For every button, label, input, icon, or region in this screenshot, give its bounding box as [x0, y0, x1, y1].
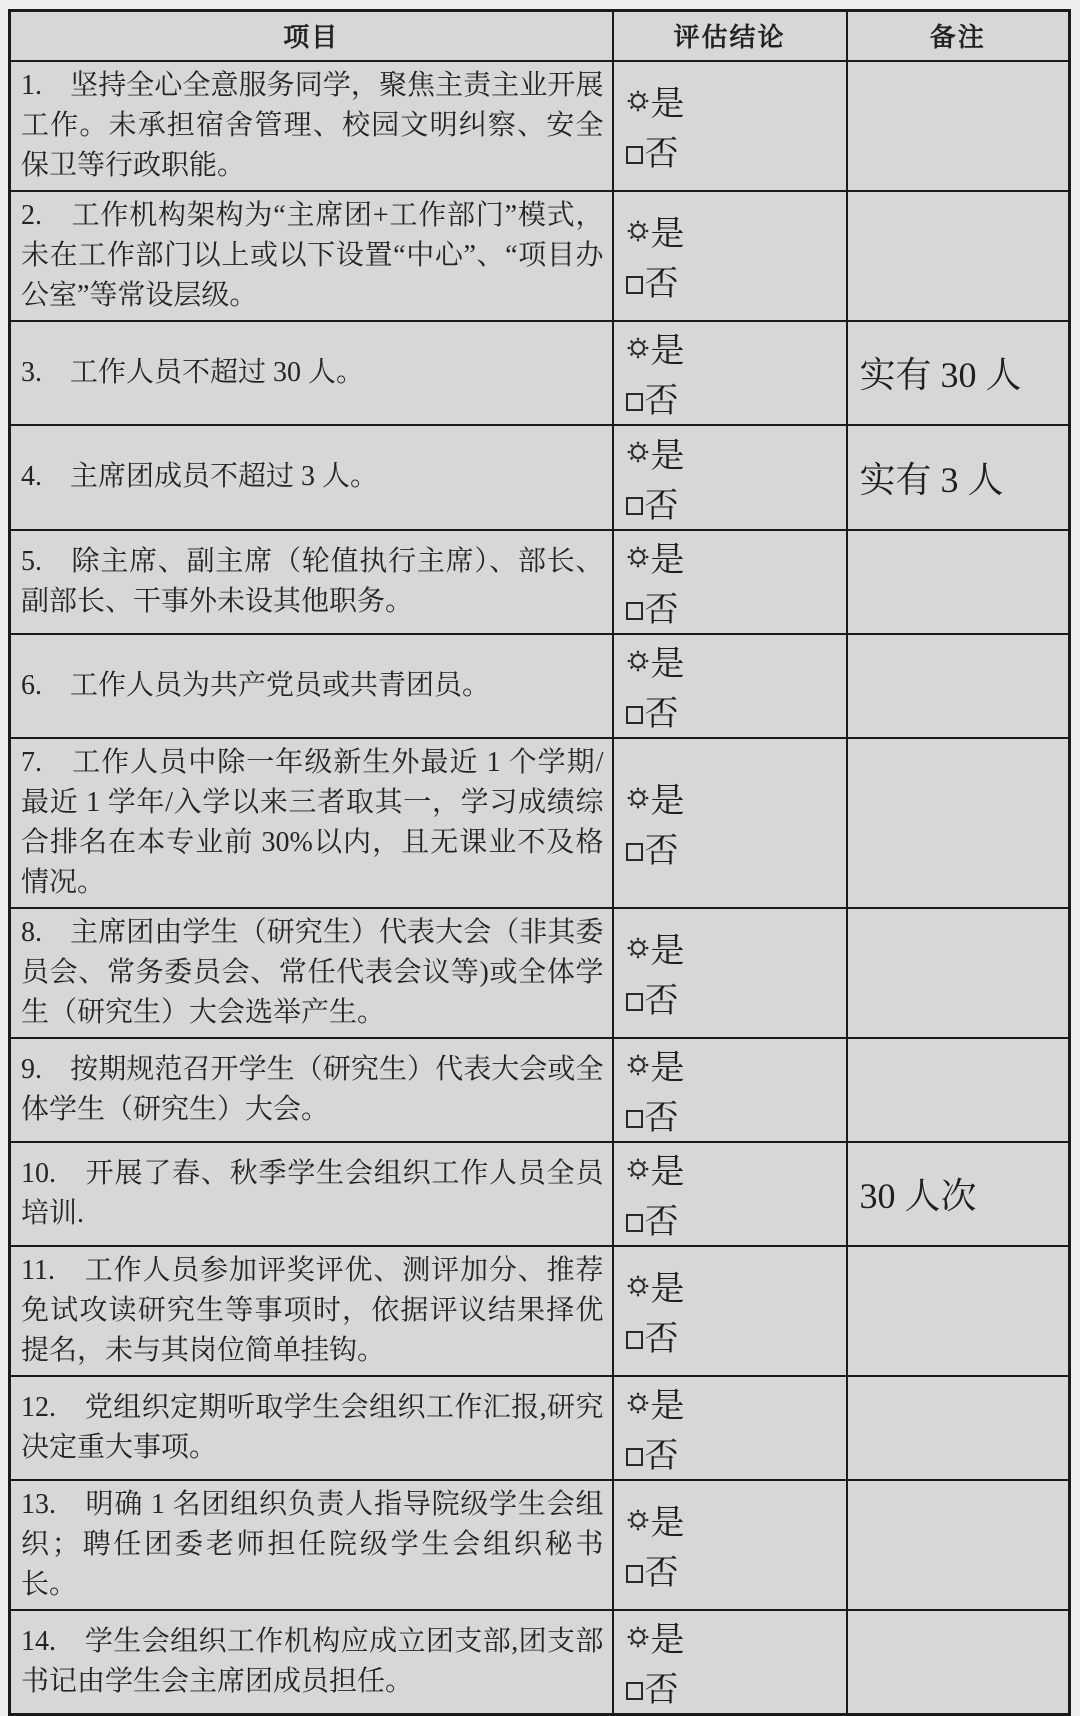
option-yes[interactable]	[626, 1379, 842, 1427]
sun-radio-icon	[626, 1391, 650, 1415]
item-cell	[10, 1246, 613, 1376]
item-cell	[10, 321, 613, 425]
evaluation-cell	[613, 1246, 847, 1376]
option-yes-label: 是	[650, 1154, 685, 1191]
option-yes[interactable]	[626, 533, 842, 581]
option-yes-label: 是	[650, 1271, 685, 1308]
table-row	[10, 321, 1070, 425]
option-no-label: 否	[644, 983, 679, 1020]
option-no-label: 否	[644, 1672, 679, 1709]
sun-radio-icon	[626, 1274, 650, 1298]
checkbox-square-icon	[626, 1110, 643, 1128]
option-yes[interactable]	[626, 324, 842, 372]
evaluation-cell	[613, 61, 847, 191]
option-yes-label: 是	[650, 437, 685, 475]
sun-radio-icon	[626, 1053, 650, 1077]
item-cell	[10, 61, 613, 191]
item-cell	[10, 425, 613, 530]
option-no[interactable]	[626, 478, 842, 526]
remark-text: 30 人次	[859, 1176, 977, 1216]
option-yes-label: 是	[650, 333, 685, 370]
item-cell	[10, 1480, 613, 1610]
remark-cell	[847, 530, 1070, 634]
column-header-remark: 备注	[847, 11, 1070, 61]
remark-cell	[847, 634, 1070, 738]
option-no[interactable]	[626, 687, 842, 735]
table-row	[10, 425, 1070, 530]
option-yes-label: 是	[650, 1050, 685, 1087]
item-text: 5. 除主席、副主席（轮值执行主席）、部长、副部长、干事外未设其他职务。	[21, 545, 604, 617]
option-yes[interactable]	[626, 924, 842, 972]
option-yes[interactable]	[626, 428, 842, 476]
remark-text: 实有 30 人	[859, 355, 1022, 395]
item-cell	[10, 908, 613, 1038]
item-text: 2. 工作机构架构为“主席团+工作部门”模式，未在工作部门以上或以下设置“中心”、“项目办公室”等常设层级。	[21, 199, 604, 311]
option-no-label: 否	[644, 1204, 679, 1241]
item-cell	[10, 1142, 613, 1246]
checkbox-square-icon	[626, 993, 643, 1011]
checkbox-square-icon	[626, 497, 643, 515]
option-yes[interactable]	[626, 1262, 842, 1310]
item-text: 9. 按期规范召开学生（研究生）代表大会或全体学生（研究生）大会。	[21, 1053, 604, 1125]
option-yes[interactable]	[626, 77, 842, 125]
evaluation-cell	[613, 634, 847, 738]
option-no-label: 否	[644, 592, 679, 629]
checkbox-square-icon	[626, 1214, 643, 1232]
table-row	[10, 634, 1070, 738]
remark-cell	[847, 1246, 1070, 1376]
remark-cell	[847, 738, 1070, 908]
table-row	[10, 738, 1070, 908]
sun-radio-icon	[626, 89, 650, 113]
item-text: 3. 工作人员不超过 30 人。	[21, 356, 365, 388]
item-text: 14. 学生会组织工作机构应成立团支部,团支部书记由学生会主席团成员担任。	[21, 1625, 604, 1697]
table-row	[10, 61, 1070, 191]
remark-cell	[847, 1142, 1070, 1246]
option-yes-label: 是	[650, 1505, 685, 1542]
option-no[interactable]	[626, 1663, 842, 1711]
option-no[interactable]	[626, 1312, 842, 1360]
item-text: 11. 工作人员参加评奖评优、测评加分、推荐免试攻读研究生等事项时，依据评议结果择优提名，未与其岗位简单挂钩。	[21, 1254, 604, 1366]
sun-radio-icon	[626, 936, 650, 960]
evaluation-cell	[613, 1480, 847, 1610]
option-no-label: 否	[644, 487, 679, 525]
table-row	[10, 530, 1070, 634]
remark-cell	[847, 1610, 1070, 1715]
option-no[interactable]	[626, 374, 842, 422]
option-no[interactable]	[626, 1429, 842, 1477]
option-yes[interactable]	[626, 637, 842, 685]
table-row	[10, 1610, 1070, 1715]
option-no-label: 否	[644, 1438, 679, 1475]
sun-radio-icon	[626, 545, 650, 569]
remark-cell	[847, 1480, 1070, 1610]
option-yes-label: 是	[650, 86, 685, 123]
option-no[interactable]	[626, 1195, 842, 1243]
checkbox-square-icon	[626, 843, 643, 861]
column-header-item: 项目	[10, 11, 613, 61]
item-cell	[10, 634, 613, 738]
checkbox-square-icon	[626, 706, 643, 724]
option-no[interactable]	[626, 257, 842, 305]
remark-cell	[847, 425, 1070, 530]
item-cell	[10, 1376, 613, 1480]
evaluation-cell	[613, 1610, 847, 1715]
option-yes[interactable]	[626, 207, 842, 255]
remark-cell	[847, 191, 1070, 321]
checkbox-square-icon	[626, 1682, 643, 1700]
checkbox-square-icon	[626, 1331, 643, 1349]
option-no-label: 否	[644, 833, 679, 870]
item-cell	[10, 1610, 613, 1715]
table-row	[10, 1142, 1070, 1246]
table-row	[10, 908, 1070, 1038]
option-yes-label: 是	[650, 646, 685, 683]
sun-radio-icon	[626, 649, 650, 673]
option-no-label: 否	[644, 696, 679, 733]
sun-radio-icon	[626, 1625, 650, 1649]
sun-radio-icon	[626, 1508, 650, 1532]
option-yes-label: 是	[650, 1622, 685, 1659]
item-text: 4. 主席团成员不超过 3 人。	[21, 461, 379, 492]
evaluation-cell	[613, 738, 847, 908]
checkbox-square-icon	[626, 602, 643, 620]
checkbox-square-icon	[626, 146, 643, 164]
evaluation-table	[8, 9, 1071, 1716]
option-no-label: 否	[644, 1100, 679, 1137]
option-yes[interactable]	[626, 1145, 842, 1193]
option-no[interactable]	[626, 1091, 842, 1139]
checkbox-square-icon	[626, 393, 643, 411]
option-no-label: 否	[644, 1555, 679, 1592]
evaluation-cell	[613, 321, 847, 425]
evaluation-cell	[613, 1038, 847, 1142]
sun-radio-icon	[626, 219, 650, 243]
option-no[interactable]	[626, 974, 842, 1022]
remark-text: 实有 3 人	[859, 459, 1004, 500]
option-no[interactable]	[626, 127, 842, 175]
sun-radio-icon	[626, 1157, 650, 1181]
remark-cell	[847, 61, 1070, 191]
option-yes-label: 是	[650, 1388, 685, 1425]
item-cell	[10, 1038, 613, 1142]
checkbox-square-icon	[626, 1565, 643, 1583]
table-row	[10, 1376, 1070, 1480]
item-cell	[10, 530, 613, 634]
sun-radio-icon	[626, 440, 650, 464]
option-no[interactable]	[626, 824, 842, 872]
option-no-label: 否	[644, 383, 679, 420]
remark-cell	[847, 908, 1070, 1038]
table-row	[10, 1480, 1070, 1610]
sun-radio-icon	[626, 336, 650, 360]
option-no[interactable]	[626, 583, 842, 631]
option-no-label: 否	[644, 1321, 679, 1358]
option-yes[interactable]	[626, 774, 842, 822]
item-text: 8. 主席团由学生（研究生）代表大会（非其委员会、常务委员会、常任代表会议等)或全体学生（研究生）大会选举产生。	[21, 916, 604, 1028]
evaluation-cell	[613, 191, 847, 321]
evaluation-cell	[613, 1376, 847, 1480]
item-cell	[10, 191, 613, 321]
option-yes-label: 是	[650, 542, 685, 579]
item-text: 1. 坚持全心全意服务同学，聚焦主责主业开展工作。未承担宿舍管理、校园文明纠察、安全保卫等行政职能。	[21, 69, 604, 181]
checkbox-square-icon	[626, 1448, 643, 1466]
header-row	[10, 11, 1070, 61]
table-row	[10, 1038, 1070, 1142]
option-no-label: 否	[644, 266, 679, 303]
table-row	[10, 1246, 1070, 1376]
column-header-conclusion: 评估结论	[613, 11, 847, 61]
remark-cell	[847, 1038, 1070, 1142]
evaluation-cell	[613, 908, 847, 1038]
option-no-label: 否	[644, 136, 679, 173]
option-yes[interactable]	[626, 1041, 842, 1089]
sun-radio-icon	[626, 786, 650, 810]
item-text: 7. 工作人员中除一年级新生外最近 1 个学期/最近 1 学年/入学以来三者取其一，学习成绩综合排名在本专业前 30%以内，且无课业不及格情况。	[21, 746, 604, 898]
evaluation-cell	[613, 1142, 847, 1246]
item-text: 13. 明确 1 名团组织负责人指导院级学生会组织；聘任团委老师担任院级学生会组织秘书长。	[21, 1488, 604, 1600]
remark-cell	[847, 321, 1070, 425]
item-cell	[10, 738, 613, 908]
option-yes[interactable]	[626, 1496, 842, 1544]
evaluation-cell	[613, 425, 847, 530]
item-text: 12. 党组织定期听取学生会组织工作汇报,研究决定重大事项。	[21, 1391, 604, 1463]
option-yes-label: 是	[650, 933, 685, 970]
option-yes[interactable]	[626, 1613, 842, 1661]
table-row	[10, 191, 1070, 321]
option-no[interactable]	[626, 1546, 842, 1594]
remark-cell	[847, 1376, 1070, 1480]
checkbox-square-icon	[626, 276, 643, 294]
evaluation-cell	[613, 530, 847, 634]
item-text: 6. 工作人员为共产党员或共青团员。	[21, 669, 491, 701]
option-yes-label: 是	[650, 783, 685, 820]
item-text: 10. 开展了春、秋季学生会组织工作人员全员培训.	[21, 1157, 604, 1229]
option-yes-label: 是	[650, 216, 685, 253]
